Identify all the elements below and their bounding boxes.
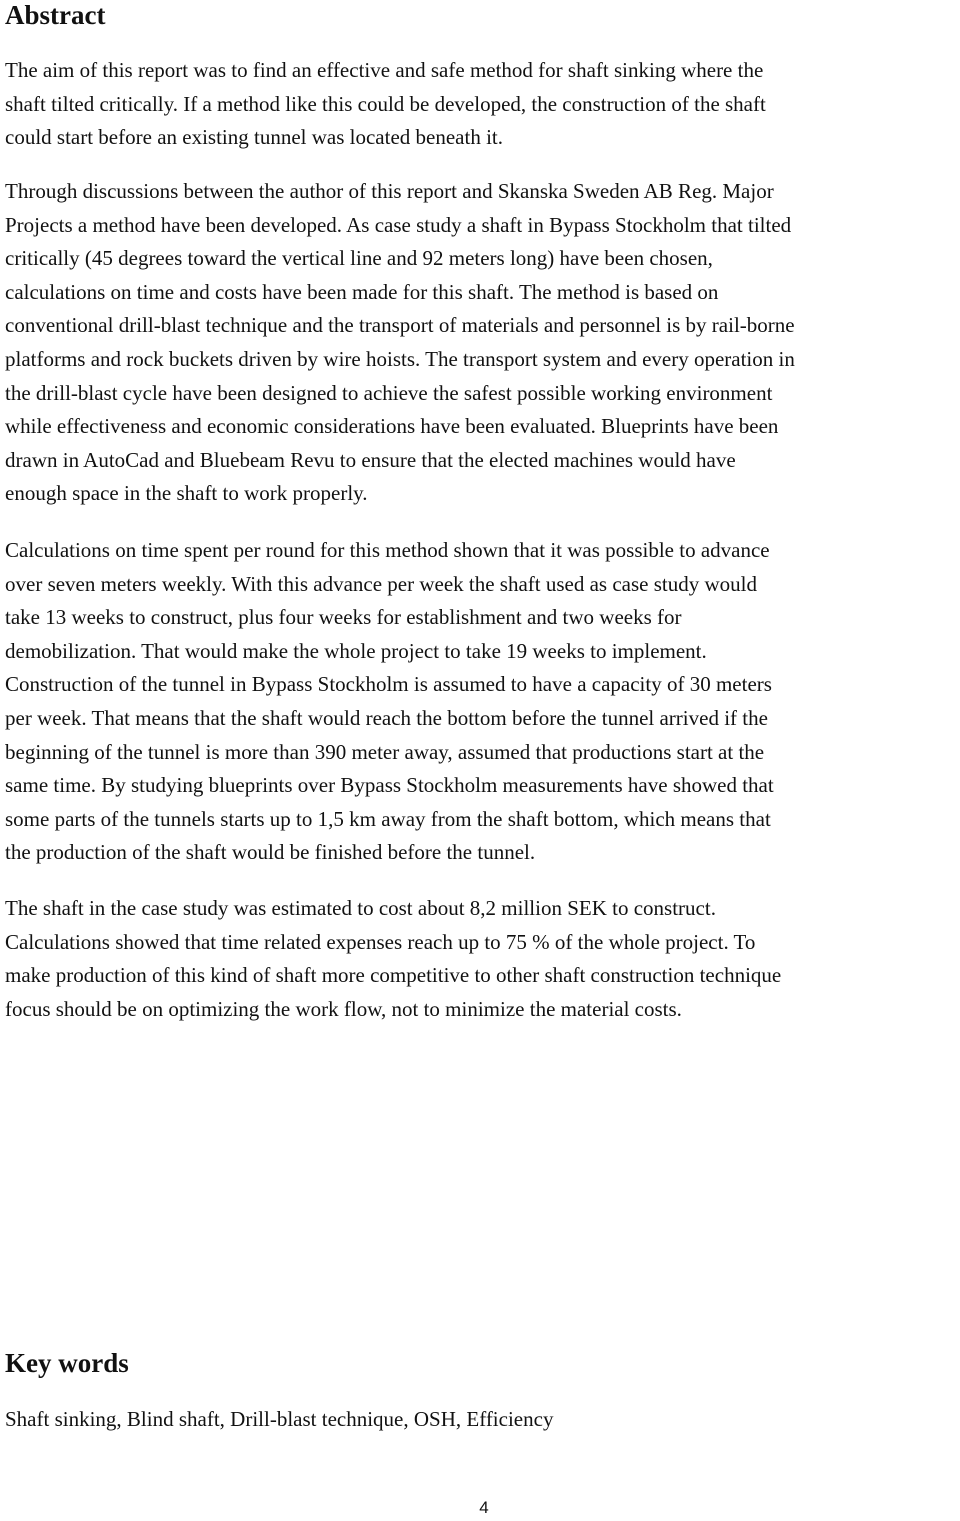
text-line: shaft tilted critically. If a method like this could be developed, the construction of the shaft (5, 91, 766, 116)
text-line: enough space in the shaft to work properly. (5, 481, 368, 506)
text-line: focus should be on optimizing the work flow, not to minimize the material costs. (5, 996, 682, 1021)
text-line: Projects a method have been developed. As case study a shaft in Bypass Stockholm that tilted (5, 212, 792, 237)
text-line: some parts of the tunnels starts up to 1,5 km away from the shaft bottom, which means that (5, 806, 771, 831)
text-line: per week. That means that the shaft would reach the bottom before the tunnel arrived if the (5, 705, 768, 730)
abstract-paragraph-4 (5, 892, 960, 1026)
text-line: calculations on time and costs have been made for this shaft. The method is based on (5, 279, 719, 304)
text-line: make production of this kind of shaft more competitive to other shaft construction technique (5, 963, 782, 988)
text-line: critically (45 degrees toward the vertical line and 92 meters long) have been chosen, (5, 246, 713, 271)
abstract-paragraph-1 (5, 54, 960, 155)
text-line: Calculations showed that time related expenses reach up to 75 % of the whole project. To (5, 929, 756, 954)
text-line: Construction of the tunnel in Bypass Stockholm is assumed to have a capacity of 30 meters (5, 672, 772, 697)
text-line: the production of the shaft would be finished before the tunnel. (5, 840, 536, 865)
keywords-text: Shaft sinking, Blind shaft, Drill-blast technique, OSH, Efficiency (5, 1407, 554, 1431)
text-line: over seven meters weekly. With this advance per week the shaft used as case study would (5, 571, 758, 596)
text-line: same time. By studying blueprints over Bypass Stockholm measurements have showed that (5, 773, 774, 798)
text-line: beginning of the tunnel is more than 390 meter away, assumed that productions start at the (5, 739, 765, 764)
text-line: platforms and rock buckets driven by wire hoists. The transport system and every operation in (5, 346, 795, 371)
text-line: could start before an existing tunnel was located beneath it. (5, 125, 504, 150)
text-line: Through discussions between the author of this report and Skanska Sweden AB Reg. Major (5, 179, 774, 203)
text-line: demobilization. That would make the whole project to take 19 weeks to implement. (5, 638, 707, 663)
abstract-heading: Abstract (5, 0, 106, 30)
page-number: 4 (479, 1498, 489, 1517)
abstract-paragraph-2 (5, 175, 960, 511)
text-line: drawn in AutoCad and Bluebeam Revu to ensure that the elected machines would have (5, 447, 736, 472)
text-line: while effectiveness and economic considerations have been evaluated. Blueprints have been (5, 414, 779, 439)
text-line: Calculations on time spent per round for this method shown that it was possible to advance (5, 538, 770, 562)
text-line: the drill-blast cycle have been designed to achieve the safest possible working environment (5, 380, 773, 405)
text-line: The aim of this report was to find an effective and safe method for shaft sinking where the (5, 58, 764, 82)
keywords-heading: Key words (5, 1348, 129, 1378)
abstract-paragraph-3 (5, 534, 960, 870)
text-line: The shaft in the case study was estimated to cost about 8,2 million SEK to construct. (5, 896, 716, 920)
text-line: take 13 weeks to construct, plus four weeks for establishment and two weeks for (5, 605, 682, 630)
text-line: conventional drill-blast technique and the transport of materials and personnel is by rail-borne (5, 313, 795, 338)
